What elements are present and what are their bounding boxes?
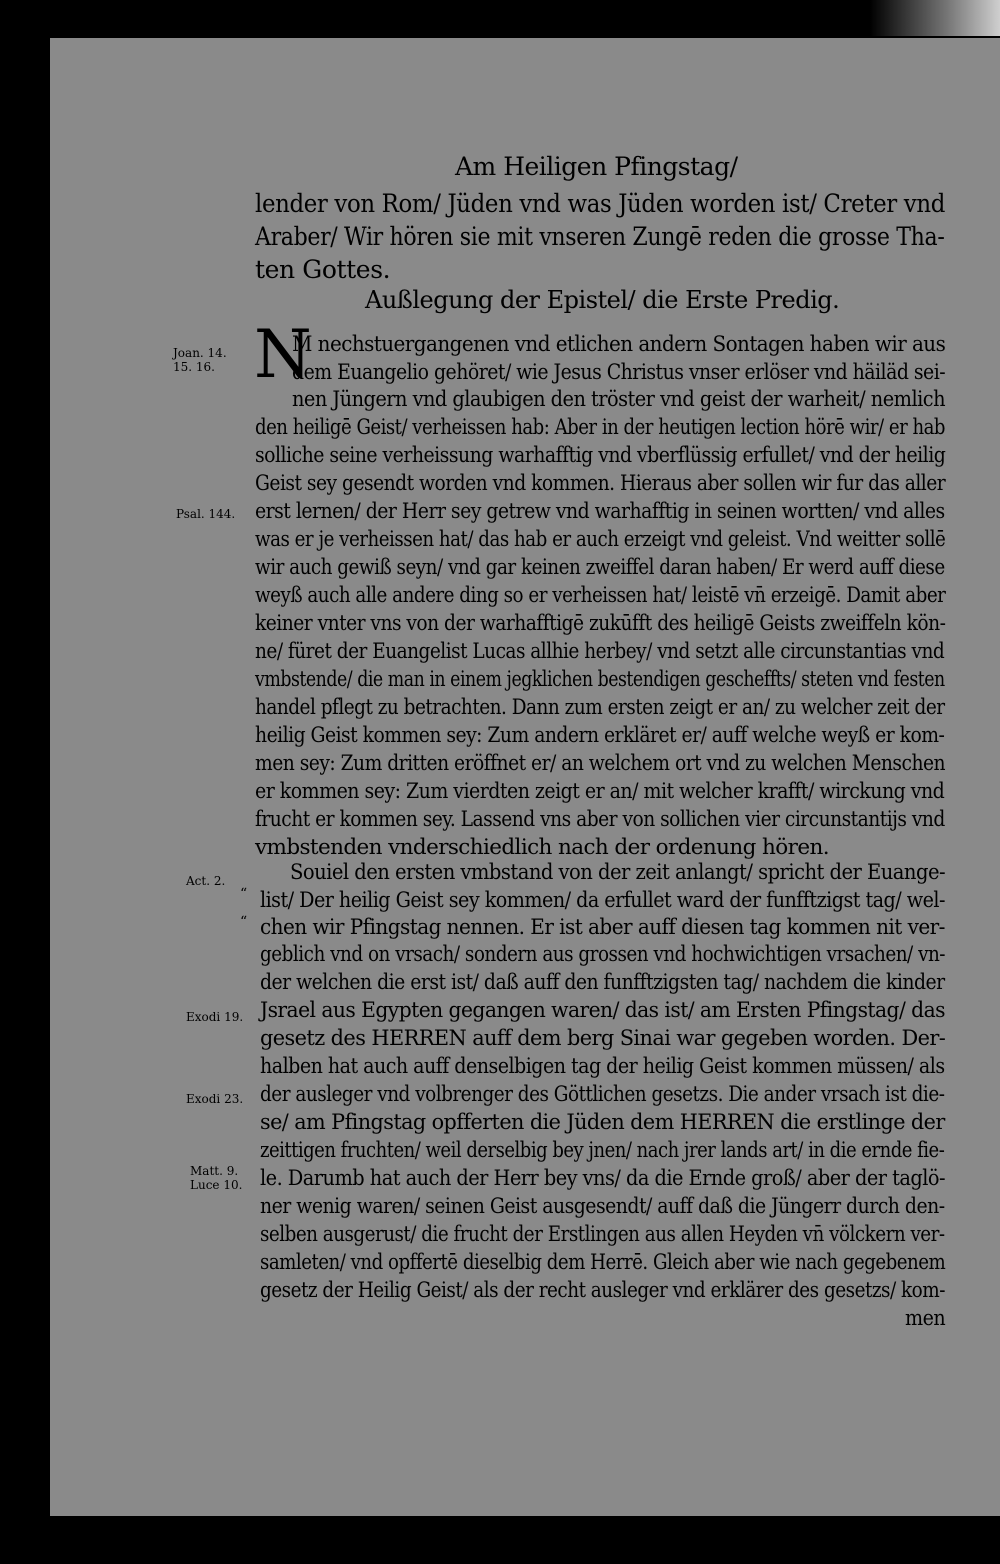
lead-line-1: lender von Rom/ Jüden vnd was Jüden worden ist/ Creter vnd bbox=[255, 189, 945, 218]
body-line: keiner vnter vns von der warhafftigē zukūfft des heiligē Geists zweiffeln kön- bbox=[255, 611, 946, 636]
body-line: frucht er kommen sey. Lassend vns aber von sollichen vier circunstantijs vnd bbox=[255, 807, 945, 832]
margin-note-exodi-23: Exodi 23. bbox=[186, 1092, 244, 1106]
body-line: geblich vnd on vrsach/ sondern aus grossen vnd hochwichtigen vrsachen/ vn- bbox=[260, 942, 946, 967]
body-line: nen Jüngern vnd glaubigen den tröster vnd geist der warheit/ nemlich bbox=[292, 387, 946, 412]
body-line: gesetz der Heilig Geist/ als der recht ausleger vnd erklärer des gesetzs/ kom- bbox=[260, 1278, 945, 1303]
lead-line-2: Araber/ Wir hören sie mit vnseren Zungē reden die grosse Tha- bbox=[255, 222, 945, 251]
body-line: men bbox=[905, 1306, 946, 1331]
body-line: gesetz des HERREN auff dem berg Sinai war gegeben worden. Der- bbox=[260, 1026, 946, 1051]
body-line: ne/ füret der Euangelist Lucas allhie herbey/ vnd setzt alle circunstantias vnd bbox=[255, 639, 945, 664]
body-line: er kommen sey: Zum vierdten zeigt er an/ mit welcher krafft/ wirckung vnd bbox=[255, 779, 945, 804]
section-title: Außlegung der Epistel/ die Erste Predig. bbox=[365, 286, 840, 314]
body-line: Jsrael aus Egypten gegangen waren/ das ist/ am Ersten Pfingstag/ das bbox=[260, 998, 945, 1023]
gloss-quote-mark-2: “ bbox=[240, 914, 248, 930]
body-line: list/ Der heilig Geist sey kommen/ da erfullet ward der funfftzigst tag/ wel- bbox=[260, 888, 945, 913]
body-line: Souiel den ersten vmbstand von der zeit anlangt/ spricht der Euange- bbox=[290, 860, 946, 885]
body-line: den heiligē Geist/ verheissen hab: Aber in der heutigen lection hörē wir/ er hab bbox=[255, 415, 946, 440]
binding-shadow bbox=[0, 640, 30, 890]
body-line: samleten/ vnd opffertē dieselbig dem Herrē. Gleich aber wie nach gegebenem bbox=[260, 1250, 946, 1275]
body-line: vmbstenden vnderschiedlich nach der ordenung hören. bbox=[255, 835, 829, 860]
page-edge-highlight bbox=[870, 0, 1000, 36]
body-line: was er je verheissen hat/ das hab er auch erzeigt vnd geleist. Vnd weitter sollē bbox=[255, 527, 946, 552]
lead-line-3: ten Gottes. bbox=[255, 255, 391, 284]
margin-note-matt-luce: Matt. 9. Luce 10. bbox=[190, 1164, 243, 1192]
body-line: le. Darumb hat auch der Herr bey vns/ da die Ernde groß/ aber der taglö- bbox=[260, 1166, 946, 1191]
body-line: der ausleger vnd volbrenger des Göttlichen gesetzs. Die ander vrsach ist die- bbox=[260, 1082, 945, 1107]
body-line: halben hat auch auff denselbigen tag der heilig Geist kommen müssen/ als bbox=[260, 1054, 945, 1079]
margin-note-act: Act. 2. bbox=[186, 874, 226, 888]
body-line: solliche seine verheissung warhafftig vnd vberflüssig erfullet/ vnd der heilig bbox=[255, 443, 946, 468]
body-line: dem Euangelio gehöret/ wie Jesus Christus vnser erlöser vnd häiläd sei- bbox=[292, 360, 946, 385]
running-header: Am Heiligen Pfingstag/ bbox=[455, 152, 738, 181]
body-line: chen wir Pfingstag nennen. Er ist aber auff diesen tag kommen nit ver- bbox=[260, 915, 945, 940]
body-line: wir auch gewiß seyn/ vnd gar keinen zweiffel daran haben/ Er werd auff diese bbox=[255, 555, 945, 580]
body-line: handel pflegt zu betrachten. Dann zum ersten zeigt er an/ zu welcher zeit der bbox=[255, 695, 945, 720]
body-line: selben ausgerust/ die frucht der Erstlingen aus allen Heyden vn̄ völckern ver- bbox=[260, 1222, 945, 1247]
body-line: weyß auch alle andere ding so er verheissen hat/ leistē vn̄ erzeigē. Damit aber bbox=[255, 583, 946, 608]
body-line: erst lernen/ der Herr sey getrew vnd warhafftig in seinen wortten/ vnd alles bbox=[255, 499, 945, 524]
margin-note-joan: Joan. 14. 15. 16. bbox=[173, 346, 227, 374]
body-line: se/ am Pfingstag opfferten die Jüden dem HERREN die erstlinge der bbox=[260, 1110, 945, 1135]
margin-note-exodi-19: Exodi 19. bbox=[186, 1010, 244, 1024]
drop-cap-initial: N bbox=[254, 316, 312, 393]
gloss-quote-mark-1: “ bbox=[240, 886, 248, 902]
body-line: vmbstende/ die man in einem jegklichen bestendigen gescheffts/ steten vnd festen bbox=[255, 667, 945, 692]
body-line: men sey: Zum dritten eröffnet er/ an welchem ort vnd zu welchen Menschen bbox=[255, 751, 946, 776]
margin-note-psal: Psal. 144. bbox=[176, 507, 236, 521]
body-line: M nechstuergangenen vnd etlichen andern Sontagen haben wir aus bbox=[292, 332, 946, 357]
body-line: ner wenig waren/ seinen Geist ausgesendt/ auff daß die Jüngerr durch den- bbox=[260, 1194, 945, 1219]
body-line: heilig Geist kommen sey: Zum andern erkläret er/ auff welche weyß er kom- bbox=[255, 723, 945, 748]
body-line: der welchen die erst ist/ daß auff den funfftzigsten tag/ nachdem die kinder bbox=[260, 970, 945, 995]
body-line: Geist sey gesendt worden vnd kommen. Hieraus aber sollen wir fur das aller bbox=[255, 471, 946, 496]
body-line: zeittigen fruchten/ weil derselbig bey jnen/ nach jrer lands art/ in die ernde fie- bbox=[260, 1138, 945, 1163]
